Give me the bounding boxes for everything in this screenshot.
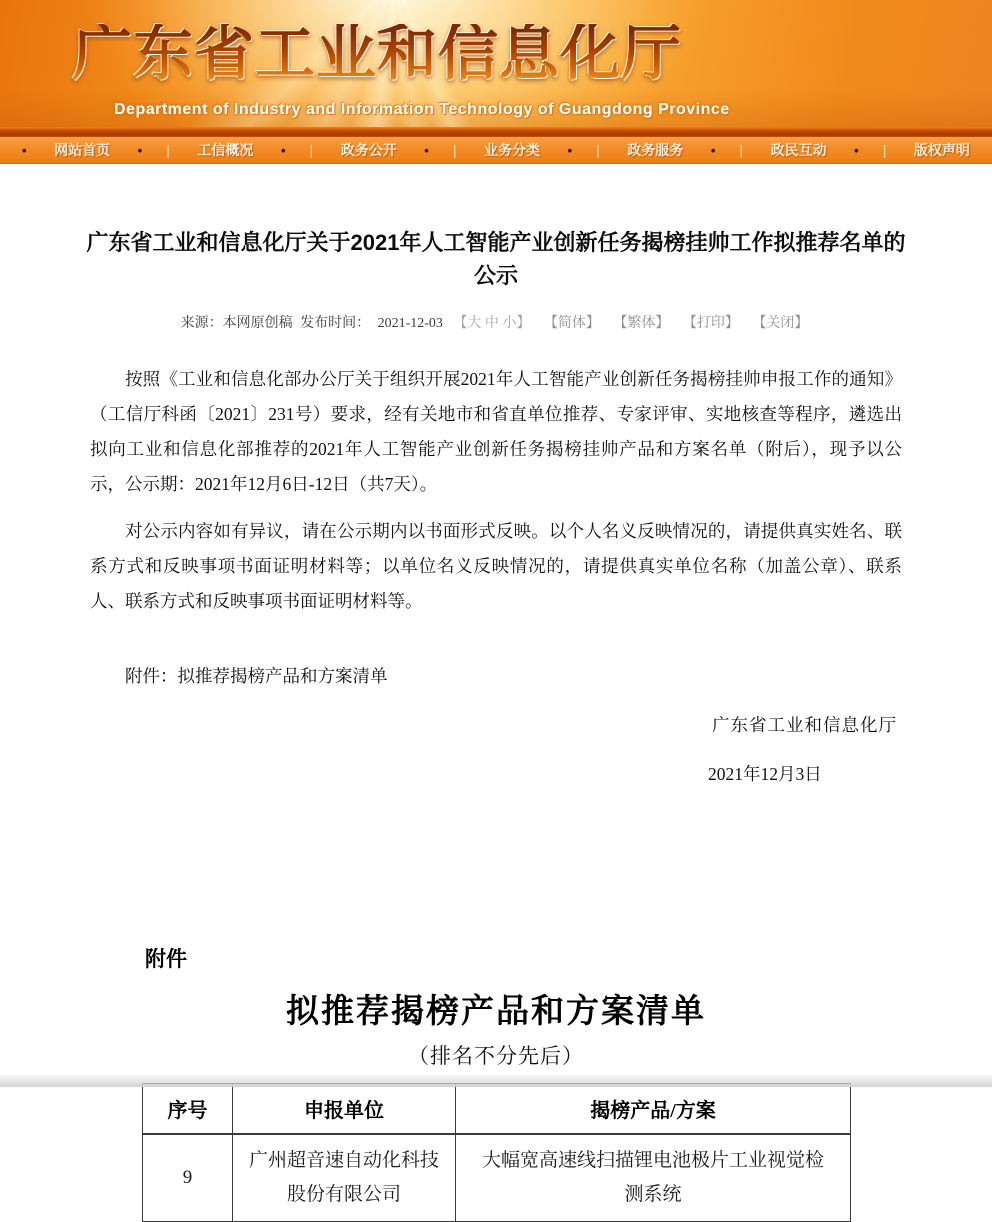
nav-item-interaction[interactable]: 政民互动 [770,142,827,158]
nav-item-home[interactable]: 网站首页 [54,142,111,158]
nav-item-gov-open[interactable]: 政务公开 [340,142,397,158]
font-size-switch[interactable]: 【大 中 小】 [453,316,531,331]
bottom-cutoff-fade [0,1074,992,1087]
nav-pipe-icon: | [596,142,600,158]
close-button[interactable]: 【关闭】 [752,316,809,331]
print-button[interactable]: 【打印】 [682,316,739,331]
site-banner [0,0,992,127]
recommendation-table [142,1083,851,1222]
nav-pipe-icon: | [309,142,314,158]
nav-separator [568,142,600,158]
nav-pipe-icon: | [452,142,457,158]
cell-serial-no: 9 [143,1134,233,1222]
nav-bullet-icon: • [567,142,573,158]
article-meta [0,312,992,332]
site-logo-subtitle-en: Department of Industry and Information Technology of Guangdong Province [114,101,730,118]
nav-bullet-icon: • [854,142,859,158]
nav-separator [281,142,313,158]
nav-pipe-icon: | [166,142,170,158]
nav-item-services[interactable]: 政务服务 [627,142,684,158]
attachment-note: 附件：拟推荐揭榜产品和方案清单 [125,666,388,686]
cell-product: 大幅宽高速线扫描锂电池极片工业视觉检测系统 [456,1134,851,1222]
site-logo-title: 广东省工业和信息化厅 [72,20,682,87]
nav-separator [424,142,456,158]
attachment-subtitle: （排名不分先后） [408,1044,584,1068]
nav-bullet-icon: • [137,142,143,158]
nav-bullet-icon: • [710,142,716,158]
nav-pipe-icon: | [739,142,744,158]
attachment-title: 拟推荐揭榜产品和方案清单 [286,994,706,1030]
paragraph-2: 对公示内容如有异议，请在公示期内以书面形式反映。以个人名义反映情况的，请提供真实姓名、联系方式和反映事项书面证明材料等；以单位名义反映情况的，请提供真实单位名称（加盖公章）、联系人、联系方式和反映事项书面证明材料等。 [90,521,902,611]
nav-bullet-icon: • [22,142,27,158]
signature-block [708,712,897,786]
meta-publish-date: 2021-12-03 [377,316,443,331]
column-header-product: 揭榜产品/方案 [456,1084,851,1134]
page-title: 广东省工业和信息化厅关于2021年人工智能产业创新任务揭榜挂帅工作拟推荐名单的公示 [86,230,906,288]
attachment-label: 附件 [145,948,187,971]
nav-separator [138,142,170,158]
nav-bullet-icon: • [280,142,286,158]
article-content [0,226,992,1222]
paragraph-1: 按照《工业和信息化部办公厅关于组织开展2021年人工智能产业创新任务揭榜挂帅申报工作的通知》（工信厅科函〔2021〕231号）要求，经有关地市和省直单位推荐、专家评审、实地核查等程序，遴选出拟向工业和信息化部推荐的2021年人工智能产业创新任务揭榜挂帅产品和方案名单（附后），现予以公示，公示期：2021年12月6日-12日（共7天）。 [90,369,902,494]
main-nav [0,137,992,164]
traditional-chinese-button[interactable]: 【繁体】 [613,316,670,331]
table-header-row [143,1084,851,1134]
column-header-applicant: 申报单位 [233,1084,456,1134]
nav-item-overview[interactable]: 工信概况 [197,142,254,158]
nav-separator [854,142,886,158]
meta-publish-label: 发布时间： [300,316,371,331]
nav-item-business[interactable]: 业务分类 [484,142,540,158]
nav-separator [711,142,743,158]
nav-pipe-icon: | [882,142,887,158]
table-row [143,1134,851,1222]
nav-item-copyright[interactable]: 版权声明 [913,142,970,158]
signature-department: 广东省工业和信息化厅 [712,715,897,735]
banner-divider [0,127,992,137]
cell-applicant: 广州超音速自动化科技股份有限公司 [233,1134,456,1222]
meta-source: 来源：本网原创稿 [180,316,293,331]
signature-date: 2021年12月3日 [708,764,822,784]
column-header-no: 序号 [143,1084,233,1134]
nav-bullet-icon: • [424,142,429,158]
simplified-chinese-button[interactable]: 【简体】 [543,316,600,331]
